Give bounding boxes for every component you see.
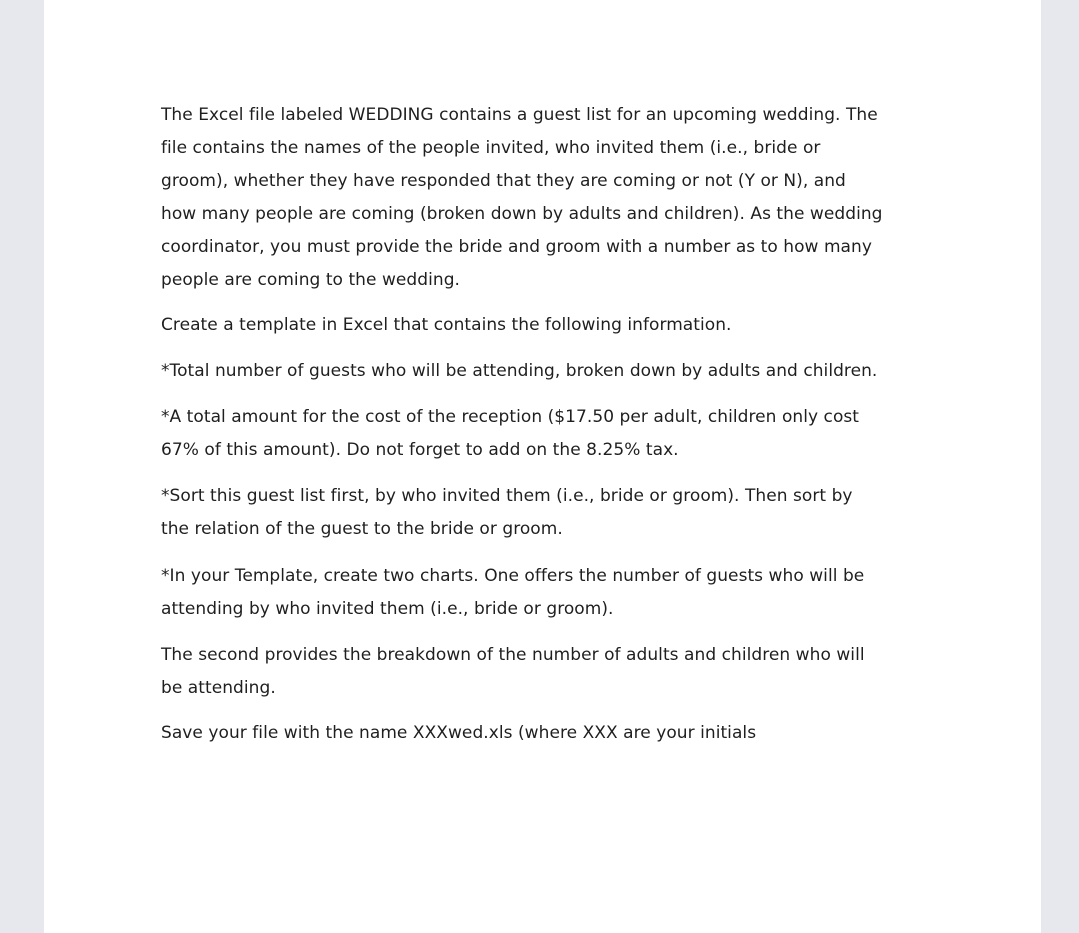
total-guests-paragraph	[161, 355, 941, 388]
text-line: Save your file with the name XXXwed.xls (where XXX are your initials	[161, 723, 757, 743]
text-line: groom), whether they have responded that they are coming or not (Y or N), and	[161, 171, 846, 191]
text-line: *Sort this guest list first, by who invited them (i.e., bride or groom). Then sort by	[161, 486, 853, 506]
text-line: attending by who invited them (i.e., bride or groom).	[161, 599, 614, 619]
second-chart-paragraph	[161, 639, 941, 705]
template-instruction-paragraph	[161, 309, 941, 342]
text-line: coordinator, you must provide the bride and groom with a number as to how many	[161, 237, 872, 257]
text-line: be attending.	[161, 678, 276, 698]
text-line: how many people are coming (broken down by adults and children). As the wedding	[161, 204, 883, 224]
text-line: the relation of the guest to the bride or groom.	[161, 519, 563, 539]
save-instruction-paragraph	[161, 717, 941, 750]
text-line: Create a template in Excel that contains the following information.	[161, 315, 732, 335]
text-line: people are coming to the wedding.	[161, 270, 460, 290]
charts-instruction-paragraph	[161, 560, 941, 626]
text-line: The second provides the breakdown of the number of adults and children who will	[161, 645, 865, 665]
intro-paragraph	[161, 99, 941, 297]
sort-instruction-paragraph	[161, 480, 941, 546]
text-line: file contains the names of the people invited, who invited them (i.e., bride or	[161, 138, 821, 158]
reception-cost-paragraph	[161, 401, 941, 467]
text-line: *Total number of guests who will be attending, broken down by adults and children.	[161, 361, 878, 381]
document-body	[161, 99, 941, 750]
document-page	[44, 0, 1041, 933]
text-line: *A total amount for the cost of the reception ($17.50 per adult, children only cost	[161, 407, 860, 427]
text-line: *In your Template, create two charts. One offers the number of guests who will be	[161, 566, 865, 586]
text-line: The Excel file labeled WEDDING contains a guest list for an upcoming wedding. The	[161, 105, 878, 125]
text-line: 67% of this amount). Do not forget to add on the 8.25% tax.	[161, 440, 679, 460]
